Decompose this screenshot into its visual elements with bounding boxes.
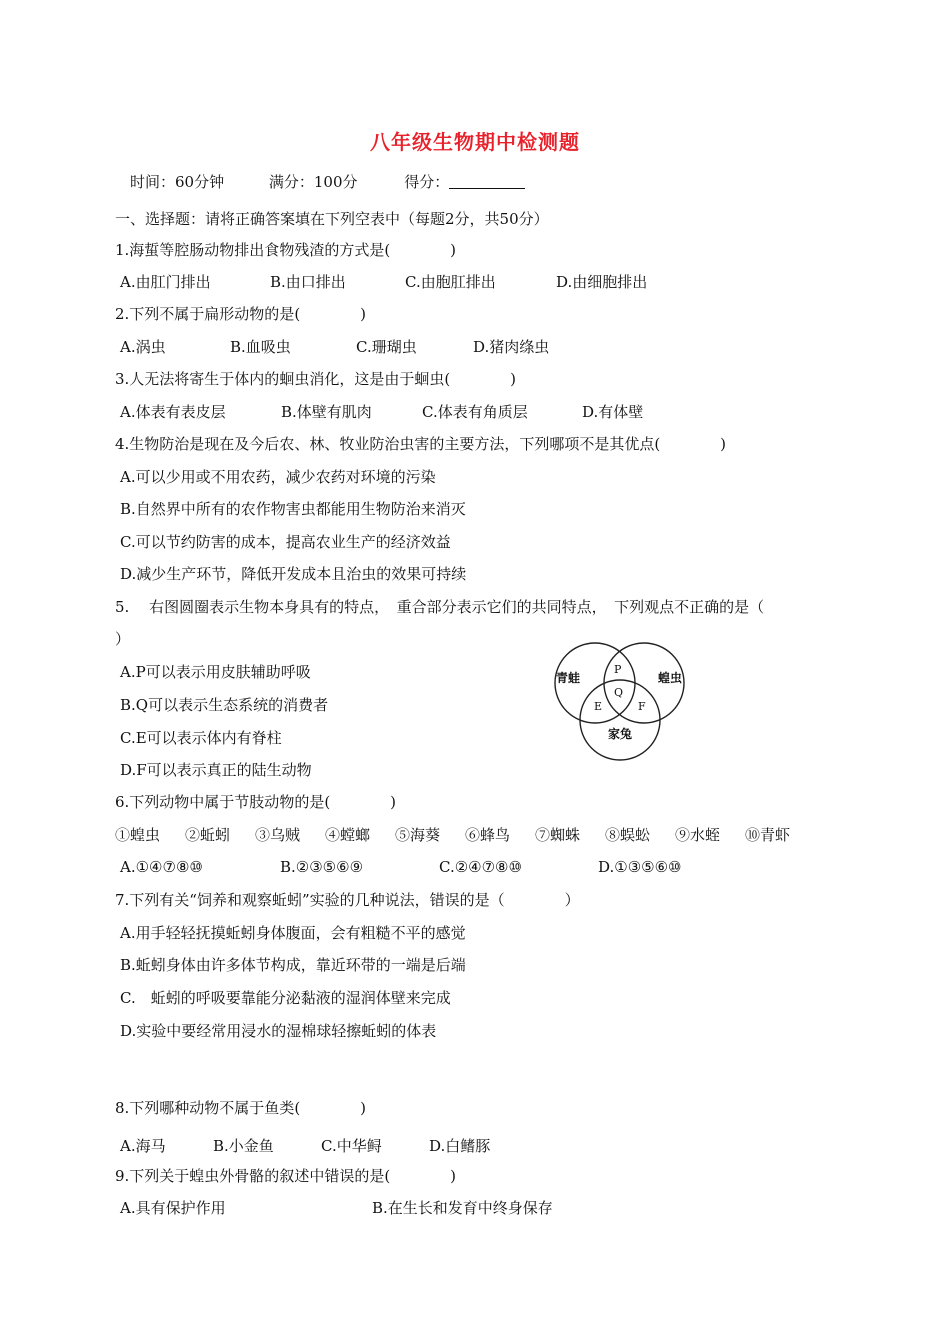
q7-option-b[interactable]: B.蚯蚓身体由许多体节构成，靠近环带的一端是后端 xyxy=(120,956,466,974)
time-limit: 时间：60分钟 xyxy=(130,173,225,191)
q4-option-a[interactable]: A.可以少用或不用农药，减少农药对环境的污染 xyxy=(120,468,436,486)
q5-option-d[interactable]: D.F可以表示真正的陆生动物 xyxy=(120,761,312,779)
q8-option-b[interactable]: B.小金鱼 xyxy=(213,1137,274,1155)
question-7: 7.下列有关“饲养和观察蚯蚓”实验的几种说法，错误的是（ ） xyxy=(115,891,580,909)
q6-options xyxy=(120,857,682,877)
q7-option-c[interactable]: C. 蚯蚓的呼吸要靠能分泌黏液的湿润体壁来完成 xyxy=(120,989,451,1007)
venn-label-e: E xyxy=(594,700,603,713)
q8-options xyxy=(120,1136,490,1156)
q8-option-c[interactable]: C.中华鲟 xyxy=(321,1137,382,1155)
q2-option-b[interactable]: B.血吸虫 xyxy=(230,338,291,356)
q6-item-2: ②蚯蚓 xyxy=(185,826,231,844)
venn-label-frog: 青蛙 xyxy=(556,671,581,685)
q6-item-7: ⑦蜘蛛 xyxy=(535,826,581,844)
q9-option-b[interactable]: B.在生长和发育中终身保存 xyxy=(372,1199,553,1217)
full-score: 满分：100分 xyxy=(268,173,358,191)
q4-option-c[interactable]: C.可以节约防害的成本，提高农业生产的经济效益 xyxy=(120,533,451,551)
q3-options xyxy=(120,402,643,422)
q6-item-3: ③乌贼 xyxy=(255,826,301,844)
question-6: 6.下列动物中属于节肢动物的是( ) xyxy=(115,793,397,811)
q1-option-c[interactable]: C.由胞肛排出 xyxy=(405,273,496,291)
q2-options xyxy=(120,337,549,357)
page-title: 八年级生物期中检测题 xyxy=(370,130,580,154)
section-heading: 一、选择题：请将正确答案填在下列空表中（每题2分，共50分） xyxy=(115,210,549,228)
q5-option-a[interactable]: A.P可以表示用皮肤辅助呼吸 xyxy=(120,663,311,681)
venn-label-rabbit: 家兔 xyxy=(608,727,633,741)
q6-item-9: ⑨水蛭 xyxy=(675,826,721,844)
q6-item-5: ⑤海葵 xyxy=(395,826,441,844)
q6-items xyxy=(115,825,790,845)
score-label: 得分： xyxy=(404,173,450,191)
question-9: 9.下列关于蝗虫外骨骼的叙述中错误的是( ) xyxy=(115,1167,457,1185)
venn-label-locust: 蝗虫 xyxy=(658,671,683,685)
question-1: 1.海蜇等腔肠动物排出食物残渣的方式是( ) xyxy=(115,241,457,259)
q4-option-d[interactable]: D.减少生产环节，降低开发成本且治虫的效果可持续 xyxy=(120,565,467,583)
q6-item-4: ④螳螂 xyxy=(325,826,371,844)
venn-label-q: Q xyxy=(614,686,624,699)
q3-option-a[interactable]: A.体表有表皮层 xyxy=(120,403,226,421)
q3-option-c[interactable]: C.体表有角质层 xyxy=(422,403,528,421)
q4-option-b[interactable]: B.自然界中所有的农作物害虫都能用生物防治来消灭 xyxy=(120,500,466,518)
q6-item-1: ①蝗虫 xyxy=(115,826,161,844)
question-5: 5. 右图圆圈表示生物本身具有的特点， 重合部分表示它们的共同特点， 下列观点不正确的是（ xyxy=(115,598,765,616)
venn-label-f: F xyxy=(638,700,646,713)
q5-option-b[interactable]: B.Q可以表示生态系统的消费者 xyxy=(120,696,329,714)
question-3: 3.人无法将寄生于体内的蛔虫消化，这是由于蛔虫( ) xyxy=(115,370,517,388)
q1-option-a[interactable]: A.由肛门排出 xyxy=(120,273,211,291)
q5-option-c[interactable]: C.E可以表示体内有脊柱 xyxy=(120,729,282,747)
q3-option-b[interactable]: B.体壁有肌肉 xyxy=(281,403,372,421)
q2-option-a[interactable]: A.涡虫 xyxy=(120,338,166,356)
q9-option-a[interactable]: A.具有保护作用 xyxy=(120,1199,226,1217)
q6-option-a[interactable]: A.①④⑦⑧⑩ xyxy=(120,858,203,876)
q7-option-a[interactable]: A.用手轻轻抚摸蚯蚓身体腹面，会有粗糙不平的感觉 xyxy=(120,924,466,942)
question-8: 8.下列哪种动物不属于鱼类( ) xyxy=(115,1099,367,1117)
q7-option-d[interactable]: D.实验中要经常用浸水的湿棉球轻擦蚯蚓的体表 xyxy=(120,1022,437,1040)
q2-option-c[interactable]: C.珊瑚虫 xyxy=(356,338,417,356)
q6-item-8: ⑧蜈蚣 xyxy=(605,826,651,844)
question-5-end: ） xyxy=(115,630,131,648)
q6-option-d[interactable]: D.①③⑤⑥⑩ xyxy=(598,858,682,876)
q2-option-d[interactable]: D.猪肉绦虫 xyxy=(473,338,550,356)
q6-item-10: ⑩青虾 xyxy=(745,826,791,844)
score-blank[interactable] xyxy=(449,174,525,189)
venn-diagram xyxy=(550,640,690,762)
q3-option-d[interactable]: D.有体壁 xyxy=(582,403,644,421)
q6-item-6: ⑥蜂鸟 xyxy=(465,826,511,844)
q6-option-b[interactable]: B.②③⑤⑥⑨ xyxy=(280,858,364,876)
q1-option-b[interactable]: B.由口排出 xyxy=(270,273,346,291)
q9-options xyxy=(120,1198,553,1218)
q8-option-a[interactable]: A.海马 xyxy=(120,1137,166,1155)
exam-meta xyxy=(130,172,525,192)
q1-option-d[interactable]: D.由细胞排出 xyxy=(556,273,648,291)
q8-option-d[interactable]: D.白鳍豚 xyxy=(429,1137,491,1155)
q6-option-c[interactable]: C.②④⑦⑧⑩ xyxy=(439,858,522,876)
question-2: 2.下列不属于扁形动物的是( ) xyxy=(115,305,367,323)
q1-options xyxy=(120,272,647,292)
venn-label-p: P xyxy=(614,663,622,676)
question-4: 4.生物防治是现在及今后农、林、牧业防治虫害的主要方法，下列哪项不是其优点( ) xyxy=(115,435,727,453)
